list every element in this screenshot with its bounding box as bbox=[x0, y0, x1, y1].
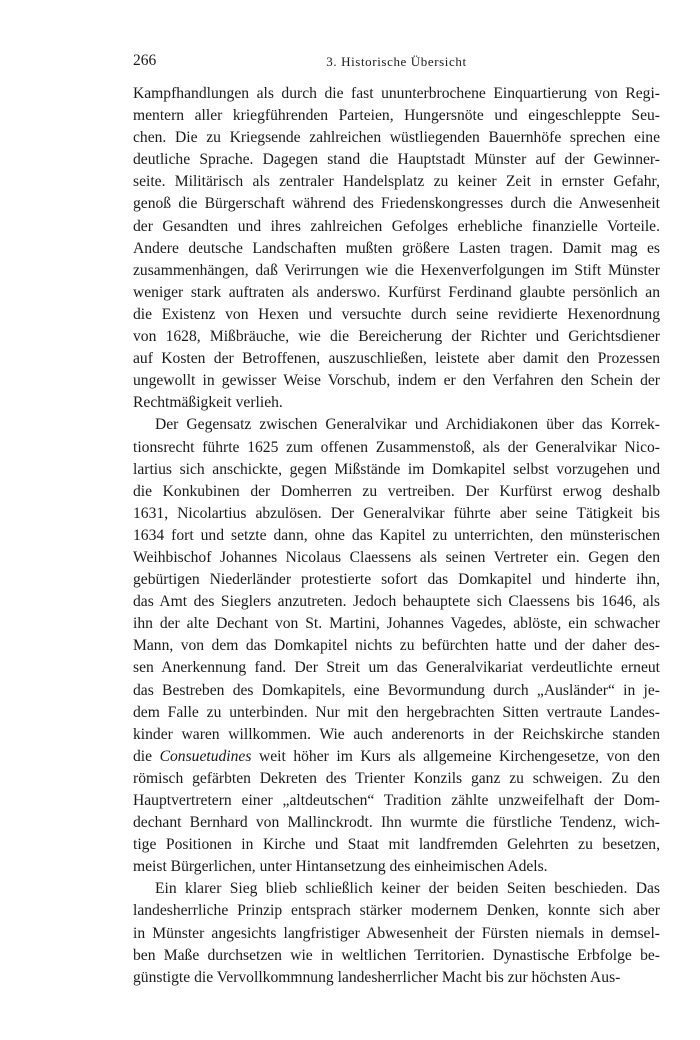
text-line: chen. Die zu Kriegsende zahlreichen wüstliegenden Bauernhöfe sprechen eine bbox=[133, 129, 660, 147]
text-line: Rechtmäßigkeit verlieh. bbox=[133, 394, 283, 412]
text-line: seite. Militärisch als zentraler Handelsplatz zu keiner Zeit in ernster Gefahr, bbox=[133, 173, 660, 191]
text-line: günstigte die Vervollkommnung landesherrlicher Macht bis zur höchsten Aus- bbox=[133, 968, 621, 986]
text-line: der Gesandten und ihres zahlreichen Gefolges erhebliche finanzielle Vorteile. bbox=[133, 217, 660, 235]
text-line: zusammenhängen, daß Verirrungen wie die Hexenverfolgungen im Stift Münster bbox=[133, 261, 660, 279]
text-line: ben Maße durchsetzen wie in weltlichen Territorien. Dynastische Erbfolge be- bbox=[133, 946, 660, 964]
text-line: die Consuetudines weit höher im Kurs als allgemeine Kirchengesetze, von den bbox=[133, 747, 661, 765]
text-line: Kampfhandlungen als durch die fast ununterbrochene Einquartierung von Regi- bbox=[133, 85, 660, 102]
text-line: in Münster angesichts langfristiger Abwesenheit der Fürsten niemals in demsel- bbox=[133, 924, 660, 942]
text-line: landesherrliche Prinzip entsprach stärker modernem Denken, konnte sich aber bbox=[133, 902, 660, 920]
text-line: Hauptvertretern einer „altdeutschen“ Tradition zählte unzweifelhaft der Dom- bbox=[133, 792, 660, 809]
text-line: Ein klarer Sieg blieb schließlich keiner der beiden Seiten beschieden. Das bbox=[155, 880, 660, 898]
text-line: die Existenz von Hexen und versuchte durch seine revidierte Hexenordnung bbox=[133, 305, 660, 323]
text-line: Weihbischof Johannes Nicolaus Claessens als seinen Vertreter ein. Gegen den bbox=[133, 548, 660, 566]
text-line: Der Gegensatz zwischen Generalvikar und Archidiakonen über das Korrek- bbox=[155, 416, 660, 434]
text-line: 1631, Nicolartius abzulösen. Der Generalvikar führte aber seine Tätigkeit bis bbox=[133, 504, 660, 522]
text-line: kinder waren willkommen. Wie auch anderenorts in der Reichskirche standen bbox=[133, 725, 660, 743]
text-line: dechant Bernhard von Mallinckrodt. Ihn wurmte die fürstliche Tendenz, wich- bbox=[133, 814, 660, 832]
text-line: dem Falle zu unterbinden. Nur mit den hergebrachten Sitten vertraute Landes- bbox=[133, 703, 660, 721]
text-line: die Konkubinen der Domherren zu vertreiben. Der Kurfürst erwog deshalb bbox=[133, 482, 660, 500]
text-line: weniger stark auftraten als anderswo. Kurfürst Ferdinand glaubte persönlich an bbox=[133, 283, 660, 301]
paragraph bbox=[133, 878, 660, 988]
text-line: ungewollt in gewisser Weise Vorschub, indem er den Verfahren den Schein der bbox=[133, 372, 660, 390]
text-line: gebürtigen Niederländer protestierte sofort das Domkapitel und hinderte ihn, bbox=[133, 571, 660, 589]
text-line: mentern aller kriegführenden Parteien, Hungersnöte und eingeschleppte Seu- bbox=[133, 107, 660, 125]
text-line: 1634 fort und setzte dann, ohne das Kapitel zu unterrichten, den münsterischen bbox=[133, 526, 660, 544]
text-line: sen Anerkennung fand. Der Streit um das Generalvikariat verdeutlichte erneut bbox=[133, 659, 660, 677]
text-line: lartius sich anschickte, gegen Mißstände im Domkapitel selbst vorzugehen und bbox=[133, 460, 660, 478]
text-line: das Amt des Sieglers anzutreten. Jedoch behauptete sich Claessens bis 1646, als bbox=[133, 593, 660, 611]
text-line: meist Bürgerlichen, unter Hintansetzung des einheimischen Adels. bbox=[133, 858, 548, 876]
text-line: das Bestreben des Domkapitels, eine Bevormundung durch „Ausländer“ in je- bbox=[133, 681, 660, 699]
text-line: tige Positionen in Kirche und Staat mit landfremden Gelehrten zu besetzen, bbox=[133, 836, 660, 854]
text-line: tionsrecht führte 1625 zum offenen Zusammenstoß, als der Generalvikar Nico- bbox=[133, 438, 660, 456]
section-title: 3. Historische Übersicht bbox=[326, 54, 467, 69]
paragraph bbox=[133, 83, 660, 414]
text-line: ihn der alte Dechant von St. Martini, Johannes Vagedes, ablöste, ein schwacher bbox=[133, 615, 660, 633]
text-line: auf Kosten der Betroffenen, auszuschließen, leistete aber damit den Prozessen bbox=[133, 350, 660, 368]
text-line: Mann, von dem das Domkapitel nichts zu befürchten hatte und der daher des- bbox=[133, 637, 660, 655]
body-text bbox=[133, 83, 660, 989]
text-line: genoß die Bürgerschaft während des Friedenskongresses durch die Anwesenheit bbox=[133, 195, 660, 213]
page-number: 266 bbox=[133, 52, 157, 69]
running-header bbox=[133, 52, 660, 72]
text-line: von 1628, Mißbräuche, wie die Bereicherung der Richter und Gerichtsdiener bbox=[133, 328, 660, 346]
text-line: deutliche Sprache. Dagegen stand die Hauptstadt Münster auf der Gewinner- bbox=[133, 151, 660, 169]
text-line: römisch gefärbten Dekreten des Trienter Konzils ganz zu schweigen. Zu den bbox=[133, 769, 660, 787]
text-line: Andere deutsche Landschaften mußten größere Lasten tragen. Damit mag es bbox=[133, 239, 660, 257]
paragraph bbox=[133, 414, 660, 878]
